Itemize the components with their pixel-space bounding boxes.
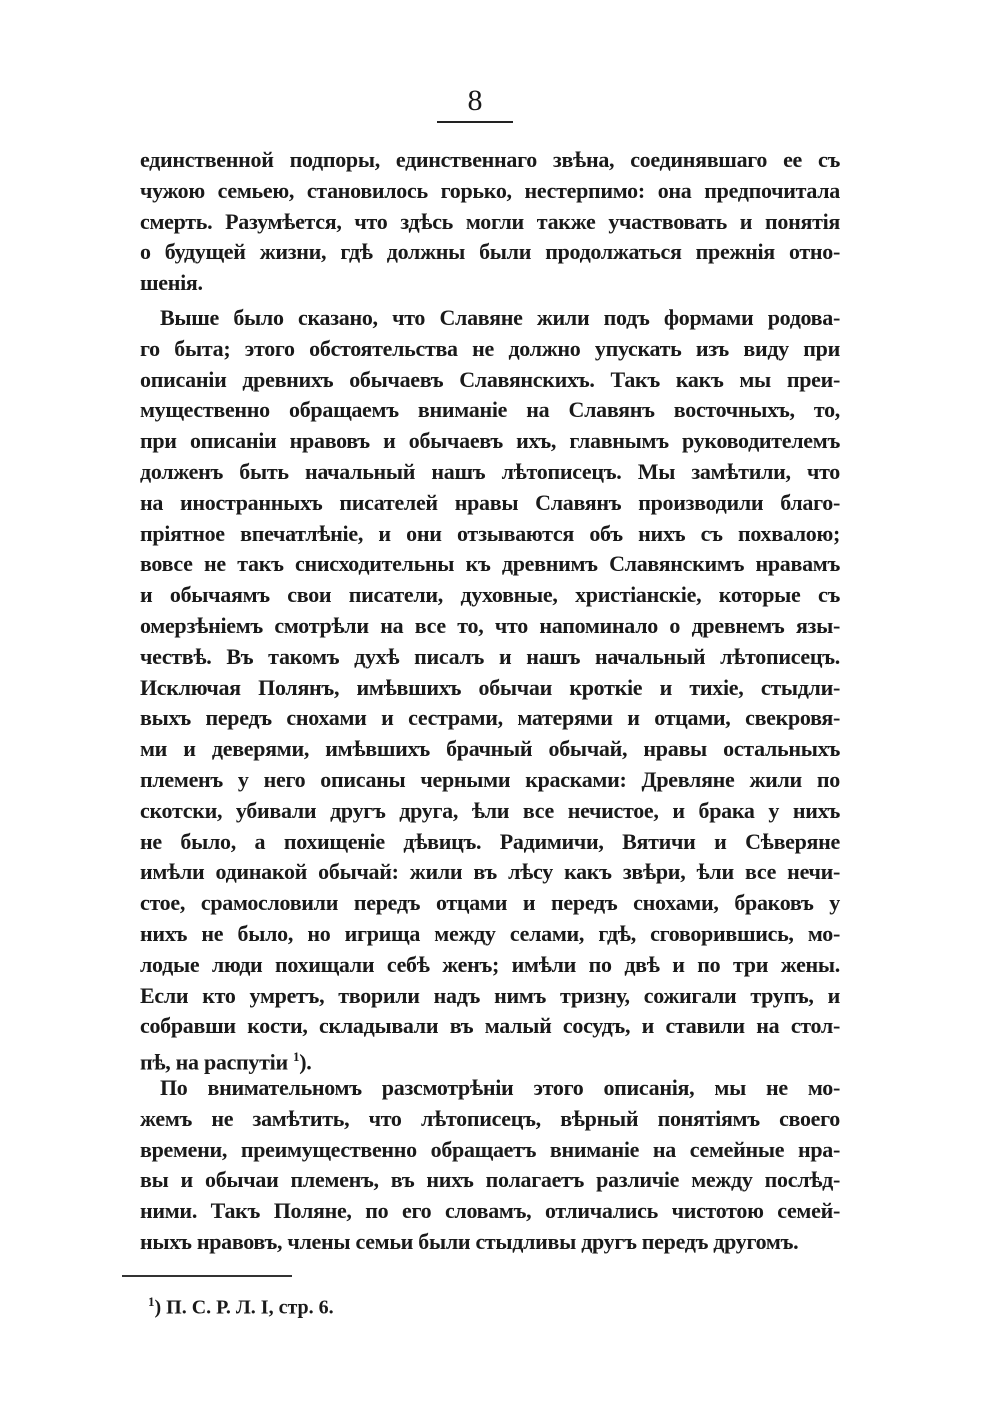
text-line [140, 488, 840, 519]
footnote-text: ) П. С. Р. Л. І, стр. 6. [154, 1296, 334, 1319]
text-line [140, 1104, 840, 1135]
text-line-content: вы и обычаи племенъ, въ нихъ полагаетъ различіе между послѣд- [140, 1167, 840, 1193]
footnote-separator [122, 1275, 292, 1277]
paragraph-2 [140, 303, 840, 1073]
text-line-content: смерть. Разумѣется, что здѣсь могли также участвовать и понятія [140, 208, 840, 234]
text-line-content: чужою семьею, становилось горько, нестерпимо: она предпочитала [140, 177, 840, 203]
text-line-content: имѣли одинакой обычай: жили въ лѣсу какъ звѣри, ѣли все нечи- [140, 859, 840, 885]
text-line-content: Исключая Полянъ, имѣвшихъ обычаи кроткіе и тихіе, стыдли- [140, 674, 840, 700]
text-line-content: племенъ у него описаны черными красками: Древляне жили по [140, 766, 840, 792]
text-line-content: описаніи древнихъ обычаевъ Славянскихъ. Такъ какъ мы преи- [140, 366, 840, 392]
text-line-content: при описаніи нравовъ и обычаевъ ихъ, главнымъ руководителемъ [140, 428, 840, 454]
text-line [140, 642, 840, 673]
text-line [140, 1135, 840, 1166]
paragraph-1 [140, 145, 840, 299]
text-line [140, 580, 840, 611]
text-line-content: выхъ передъ снохами и сестрами, матерями и отцами, свекровя- [140, 705, 840, 731]
text-line-content: ними. Такъ Поляне, по его словамъ, отличались чистотою семей- [140, 1198, 840, 1224]
text-line-content: чествѣ. Въ такомъ духѣ писалъ и нашъ начальный лѣтописецъ. [140, 643, 840, 669]
text-line-content: скотски, убивали другъ друга, ѣли все нечистое, и брака у нихъ [140, 797, 840, 823]
text-line [140, 857, 840, 888]
text-line-content: Выше было сказано, что Славяне жили подъ формами родова- [160, 304, 840, 330]
body-text [140, 145, 840, 1258]
text-line-content: не было, а похищеніе дѣвицъ. Радимичи, Вятичи и Сѣверяне [140, 828, 840, 854]
text-line [140, 796, 840, 827]
text-line [140, 1165, 840, 1196]
footnote-reference[interactable]: 1 [293, 1049, 300, 1065]
text-line [140, 981, 840, 1012]
text-line [140, 703, 840, 734]
text-line-content: го быта; этого обстоятельства не должно упускать изъ виду при [140, 335, 840, 361]
page-number-rule [437, 121, 513, 123]
text-line [140, 1011, 840, 1042]
text-line-content: пѣ, на распутіи [140, 1049, 288, 1075]
text-line-content: и обычаямъ свои писатели, духовные, христіанскіе, которые съ [140, 582, 840, 608]
text-line [140, 1073, 840, 1104]
text-line-content: жемъ не замѣтить, что лѣтописецъ, вѣрный понятіямъ своего [140, 1105, 840, 1131]
text-line-content: времени, преимущественно обращаетъ вниманіе на семейные нра- [140, 1136, 840, 1162]
text-line [140, 334, 840, 365]
text-line-content: вовсе не такъ снисходительны къ древнимъ Славянскимъ нравамъ [140, 551, 840, 577]
text-line [140, 237, 840, 268]
text-line [140, 1227, 840, 1258]
text-line-content: шенія. [140, 270, 203, 296]
text-line-content: долженъ быть начальный нашъ лѣтописецъ. Мы замѣтили, что [140, 458, 840, 484]
text-line [140, 207, 840, 238]
text-line [140, 673, 840, 704]
footnote [148, 1294, 334, 1320]
text-line [140, 1042, 840, 1073]
text-line [140, 519, 840, 550]
text-line [140, 827, 840, 858]
text-line-content: пріятное впечатлѣніе, и они отзываются объ нихъ съ похвалою; [140, 520, 840, 546]
text-line [140, 365, 840, 396]
text-line-content: о будущей жизни, гдѣ должны были продолжаться прежнія отно- [140, 239, 840, 265]
text-line [140, 950, 840, 981]
text-line-content: Если кто умретъ, творили надъ нимъ тризну, сожигали трупъ, и [140, 982, 840, 1008]
footnote-marker: 1 [148, 1294, 155, 1309]
text-line [140, 549, 840, 580]
paragraph-3 [140, 1073, 840, 1258]
text-line-content: ныхъ нравовъ, члены семьи были стыдливы другъ передъ другомъ. [140, 1228, 799, 1254]
text-line-content: на иностранныхъ писателей нравы Славянъ производили благо- [140, 489, 840, 515]
text-line [140, 888, 840, 919]
text-line-content: По внимательномъ разсмотрѣніи этого описанія, мы не мо- [160, 1074, 840, 1100]
line-tail: ). [299, 1049, 312, 1075]
text-line-content: собравши кости, складывали въ малый сосудъ, и ставили на стол- [140, 1013, 840, 1039]
text-line [140, 395, 840, 426]
text-line [140, 765, 840, 796]
text-line-content: нихъ не было, но игрища между селами, гдѣ, сговорившись, мо- [140, 920, 840, 946]
text-line [140, 919, 840, 950]
text-line-content: стое, срамословили передъ отцами и передъ снохами, браковъ у [140, 890, 840, 916]
text-line-content: ми и деверями, имѣвшихъ брачный обычай, нравы остальныхъ [140, 736, 840, 762]
text-line-content: единственной подпоры, единственнаго звѣна, соединявшаго ее съ [140, 147, 840, 172]
text-line-content: лодые люди похищали себѣ женъ; имѣли по двѣ и по три жены. [140, 951, 840, 977]
text-line [140, 1196, 840, 1227]
text-line [140, 176, 840, 207]
text-line [140, 145, 840, 176]
text-line [140, 303, 840, 334]
text-line [140, 734, 840, 765]
text-line [140, 457, 840, 488]
text-line [140, 611, 840, 642]
page-number: 8 [467, 84, 483, 117]
text-line-content: мущественно обращаемъ вниманіе на Славянъ восточныхъ, то, [140, 397, 840, 423]
text-line [140, 426, 840, 457]
text-line-content: омерзѣніемъ смотрѣли на все то, что напоминало о древнемъ язы- [140, 612, 840, 638]
text-line [140, 268, 840, 299]
